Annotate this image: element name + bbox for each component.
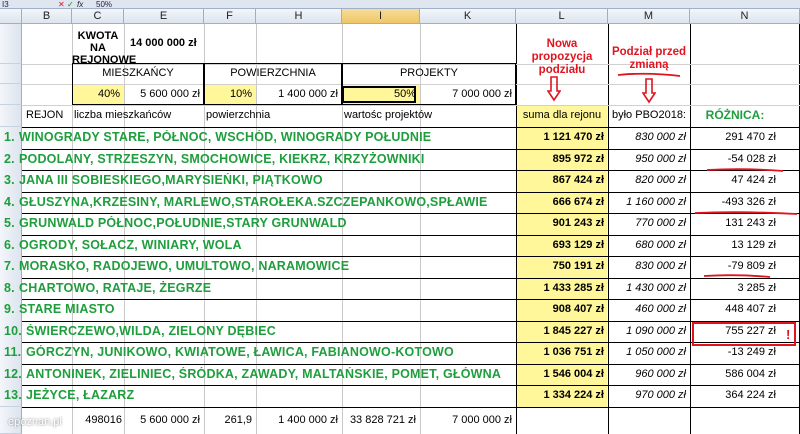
gridline: [22, 149, 800, 150]
total-pow-amount: 1 400 000 zł: [278, 414, 338, 426]
gridline: [22, 192, 800, 193]
gridline: [22, 127, 800, 128]
roznica-cell[interactable]: 3 285 zł: [737, 281, 776, 294]
underline-icon: [705, 167, 785, 173]
bylo-cell[interactable]: 820 000 zł: [635, 174, 686, 186]
gridline: [22, 105, 800, 106]
total-wartosc: 33 828 721 zł: [349, 414, 416, 426]
row-number: 8.: [4, 280, 15, 295]
roznica-cell[interactable]: -493 326 zł: [721, 195, 776, 208]
suma-cell[interactable]: 901 243 zł: [552, 217, 604, 229]
column-header-e[interactable]: E: [124, 9, 204, 24]
underline-icon: [693, 210, 799, 216]
district-name: ANTONINEK, ZIELINIEC, ŚRÓDKA, ZAWADY, MALTAŃSKIE, POMET, GŁÓWNA: [26, 366, 502, 381]
name-box[interactable]: I3: [2, 0, 9, 9]
annotation-old: Podział przed zmianą: [611, 46, 687, 71]
header-liczba: liczba mieszkańców: [74, 109, 172, 121]
suma-cell[interactable]: 750 191 zł: [552, 260, 604, 272]
bylo-cell[interactable]: 1 430 000 zł: [626, 281, 686, 294]
arrow-down-icon: [642, 78, 656, 104]
gridline: [22, 385, 800, 386]
suma-cell[interactable]: 908 407 zł: [552, 303, 604, 315]
bylo-cell[interactable]: 960 000 zł: [635, 367, 686, 380]
powierzchnia-amount[interactable]: 1 400 000 zł: [278, 88, 338, 100]
suma-cell[interactable]: 867 424 zł: [552, 174, 604, 186]
bylo-cell[interactable]: 460 000 zł: [635, 303, 686, 315]
column-header-b[interactable]: B: [22, 9, 72, 24]
bylo-cell[interactable]: 970 000 zł: [635, 389, 686, 401]
roznica-cell[interactable]: -54 028 zł: [727, 152, 776, 165]
underline-icon: [702, 273, 772, 279]
bylo-cell[interactable]: 1 050 000 zł: [626, 346, 686, 358]
suma-cell[interactable]: 693 129 zł: [552, 238, 604, 251]
roznica-cell[interactable]: 755 227 zł: [725, 324, 776, 337]
watermark: epoznan.pl: [8, 416, 62, 428]
gridline: [22, 407, 800, 408]
row-header[interactable]: [0, 105, 22, 127]
suma-cell[interactable]: 1 546 004 zł: [543, 367, 604, 380]
gridline: [22, 364, 800, 365]
row-number: 10.: [4, 323, 22, 338]
formula-bar: [0, 0, 800, 9]
header-suma: suma dla rejonu: [522, 109, 602, 121]
row-number: 1.: [4, 130, 15, 144]
column-header-i[interactable]: I: [342, 9, 420, 24]
roznica-cell[interactable]: 448 407 zł: [725, 303, 776, 315]
group-mieszkancy: MIESZKAŃCY: [102, 67, 174, 79]
suma-cell[interactable]: 1 433 285 zł: [543, 281, 604, 294]
district-name: ŚWIERCZEWO,WILDA, ZIELONY DĘBIEC: [26, 323, 276, 338]
kwota-label: KWOTA NA REJONOWE: [72, 30, 137, 66]
roznica-cell[interactable]: -79 809 zł: [727, 260, 776, 272]
header-rejon: REJON: [26, 109, 64, 121]
exclamation-mark: !: [786, 327, 791, 342]
total-liczba: 498016: [85, 414, 122, 426]
roznica-cell[interactable]: 13 129 zł: [731, 238, 776, 251]
district-name: MORASKO, RADOJEWO, UMULTOWO, NARAMOWICE: [19, 259, 350, 273]
row-number: 12.: [4, 366, 22, 381]
district-name: CHARTOWO, RATAJE, ŻEGRZE: [19, 280, 212, 295]
district-name: GŁUSZYNA,KRZESINY, MARLEWO,STAROŁEKA.SZCZEPANKOWO,SPŁAWIE: [19, 194, 488, 209]
row-number: 7.: [4, 259, 15, 273]
column-header-n[interactable]: N: [690, 9, 800, 24]
suma-cell[interactable]: 1 845 227 zł: [543, 324, 604, 337]
row-number: 6.: [4, 237, 15, 252]
suma-cell[interactable]: 895 972 zł: [552, 152, 604, 165]
total-mieszk-amount: 5 600 000 zł: [140, 414, 200, 426]
roznica-cell[interactable]: 131 243 zł: [725, 217, 776, 229]
row-number: 4.: [4, 194, 15, 209]
district-name: GRUNWALD PÓŁNOC,POŁUDNIE,STARY GRUNWALD: [19, 216, 347, 230]
suma-cell[interactable]: 1 121 470 zł: [543, 131, 604, 143]
header-roznica: RÓŻNICA:: [705, 108, 765, 122]
bylo-cell[interactable]: 680 000 zł: [635, 238, 686, 251]
bylo-cell[interactable]: 1 160 000 zł: [626, 195, 686, 208]
projekty-pct[interactable]: 50%: [342, 86, 416, 103]
header-bylo: było PBO2018:: [612, 109, 686, 121]
gridline: [22, 170, 800, 171]
bylo-cell[interactable]: 830 000 zł: [635, 131, 686, 143]
gridline: [22, 278, 800, 279]
district-name: OGRODY, SOŁACZ, WINIARY, WOLA: [19, 237, 242, 252]
roznica-cell[interactable]: 47 424 zł: [731, 174, 776, 186]
suma-cell[interactable]: 666 674 zł: [552, 195, 604, 208]
header-wartosc: wartośc projektów: [344, 109, 433, 121]
mieszkancy-pct[interactable]: 40%: [97, 88, 120, 100]
roznica-cell[interactable]: -13 249 zł: [727, 346, 776, 358]
row-number: 5.: [4, 216, 15, 230]
district-name: STARE MIASTO: [19, 302, 115, 316]
district-name: JEŻYCE, ŁAZARZ: [26, 388, 135, 402]
group-powierzchnia: POWIERZCHNIA: [230, 67, 316, 79]
row-header[interactable]: [0, 84, 22, 105]
gridline: [22, 213, 800, 214]
row-number: 9.: [4, 302, 15, 316]
annotation-new: Nowa propozycja podziału: [531, 38, 593, 76]
gridline: [22, 321, 800, 322]
gridline: [22, 342, 800, 343]
cancel-icon[interactable]: ✕: [58, 0, 65, 9]
suma-cell[interactable]: 1 036 751 zł: [543, 346, 604, 358]
row-number: 11.: [4, 345, 22, 359]
column-header-h[interactable]: H: [256, 9, 342, 24]
suma-cell[interactable]: 1 334 224 zł: [543, 389, 604, 401]
bylo-cell[interactable]: 770 000 zł: [635, 217, 686, 229]
roznica-cell[interactable]: 586 004 zł: [725, 367, 776, 380]
total-pow: 261,9: [224, 414, 252, 426]
column-header-m[interactable]: M: [608, 9, 690, 24]
arrow-down-icon: [547, 76, 561, 102]
highlight-box: [692, 322, 796, 346]
powierzchnia-pct[interactable]: 10%: [229, 88, 252, 100]
row-number: 13.: [4, 388, 22, 402]
row-number: 2.: [4, 151, 15, 166]
row-header[interactable]: [0, 64, 22, 84]
column-header-k[interactable]: K: [420, 9, 516, 24]
projekty-amount[interactable]: 7 000 000 zł: [452, 88, 512, 100]
column-header-f[interactable]: F: [204, 9, 256, 24]
roznica-cell[interactable]: 291 470 zł: [725, 131, 776, 143]
roznica-cell[interactable]: 364 224 zł: [725, 389, 776, 401]
bylo-cell[interactable]: 1 090 000 zł: [626, 324, 686, 337]
column-header-c[interactable]: C: [72, 9, 124, 24]
bylo-cell[interactable]: 950 000 zł: [635, 152, 686, 165]
formula-input[interactable]: 50%: [96, 0, 113, 9]
district-name: JANA III SOBIESKIEGO,MARYSIEŃKI, PIĄTKOWO: [19, 173, 323, 187]
district-name: PODOLANY, STRZESZYN, SMOCHOWICE, KIEKRZ, KRZYŻOWNIKI: [19, 151, 425, 166]
group-projekty: PROJEKTY: [399, 67, 459, 79]
mieszkancy-amount[interactable]: 5 600 000 zł: [140, 88, 200, 100]
row-number: 3.: [4, 173, 15, 187]
gridline: [22, 256, 800, 257]
column-header-l[interactable]: L: [516, 9, 608, 24]
kwota-value: 14 000 000 zł: [130, 37, 197, 49]
header-powierzchnia: powierzchnia: [206, 109, 271, 121]
bylo-cell[interactable]: 830 000 zł: [635, 260, 686, 272]
confirm-icon[interactable]: ✓: [67, 0, 74, 9]
function-icon[interactable]: fx: [77, 0, 84, 9]
gridline: [22, 235, 800, 236]
district-name: WINOGRADY STARE, PÓŁNOC, WSCHÓD, WINOGRADY POŁUDNIE: [19, 130, 432, 144]
total-proj-amount: 7 000 000 zł: [452, 414, 512, 426]
row-header[interactable]: [0, 24, 22, 64]
select-all-corner[interactable]: [0, 9, 22, 24]
district-name: GÓRCZYN, JUNIKOWO, KWIATOWE, ŁAWICA, FABIANOWO-KOTOWO: [26, 345, 454, 359]
gridline: [22, 299, 800, 300]
